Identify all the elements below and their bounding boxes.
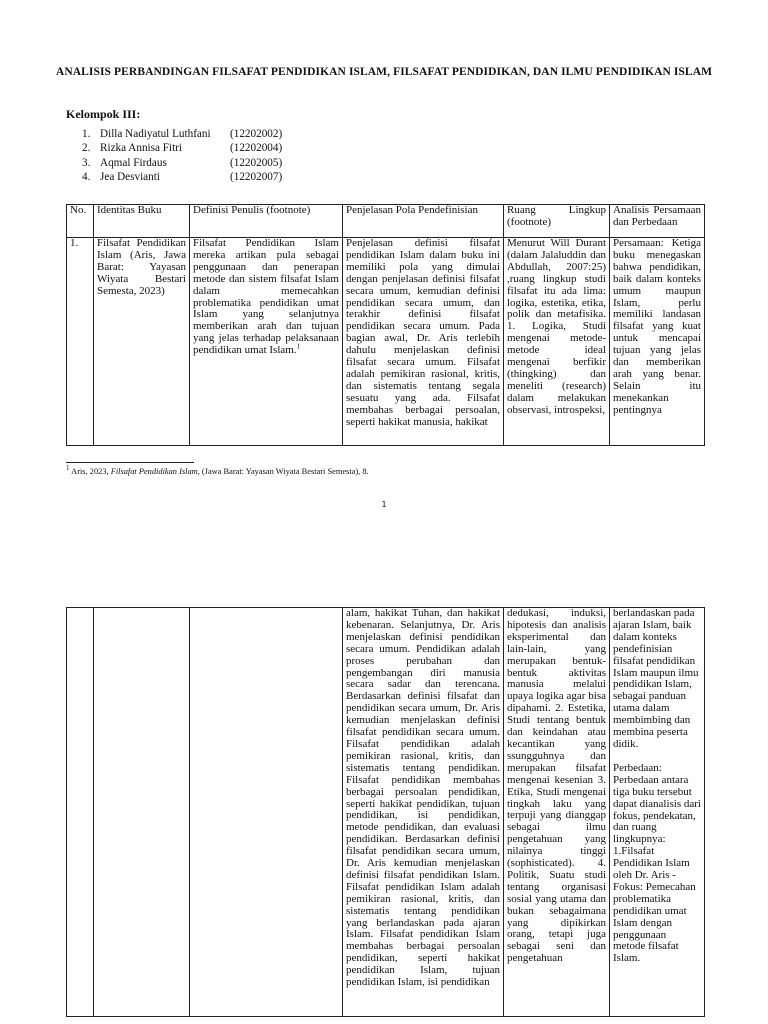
footnote-publisher: (Jawa Barat: Yayasan Wiyata Bestari Semesta), 8. [201,467,369,476]
identitas-text: Filsafat Pendidikan Islam (Aris, Jawa Barat: Yayasan Wiyata Bestari Semesta, 2023) [97,238,186,297]
definisi-text: Filsafat Pendidikan Islam mereka artikan pula sebagai penggunaan dan penerapan metode dan sistem filsafat Islam dalam memecahkan problematika pendidikan umat Islam yang selanjutnya memberikan arah dan tujuan yang jelas terhadap pelaksanaan pendidikan umat Islam. [193,238,339,357]
cell-analisis-continued [610,608,705,1017]
member-number: 2. [82,142,91,155]
footnote-separator [66,462,194,463]
member-number: 4. [82,170,91,183]
cell-definisi-penulis [190,238,343,446]
table-header-row [67,205,705,238]
cell-no-continued [67,608,94,1017]
cell-definisi-continued [190,608,343,1017]
member-name: Rizka Annisa Fitri [100,142,183,155]
analisis-perbedaan: Perbedaan: Perbedaan antara tiga buku tersebut dapat dianalisis dari fokus, pendekatan, dan ruang lingkupnya: 1.Filsafat Pendidikan Islam oleh Dr. Aris -Fokus: Pemecahan problematika pendidikan umat Islam dengan penggunaan metode filsafat Islam. [613,761,701,965]
cell-penjelasan-continued [343,608,504,1017]
header-lingkup-word: Lingkup [568,204,606,216]
footnote-marker: 1 [66,464,70,473]
member-id: (12202002) [230,128,283,140]
header-identitas-buku: Identitas Buku [94,205,190,238]
footnote-book-title: Filsafat Pendidikan Islam, [110,467,200,476]
header-definisi-penulis: Definisi Penulis (footnote) [190,205,343,238]
cell-penjelasan-pola [343,238,504,446]
group-heading: Kelompok III: [66,107,141,121]
analysis-table [66,204,705,446]
member-name: Aqmal Firdaus [100,156,167,169]
member-id: (12202004) [230,142,283,155]
member-name: Jea Desvianti [100,170,160,183]
footnote-reference: 1 [296,342,301,351]
footnote [66,466,369,477]
member-id: (12202007) [230,170,283,183]
analisis-text: Persamaan: Ketiga buku menegaskan bahwa pendidikan, baik dalam konteks umum maupun Islam, perlu memiliki landasan filsafat yang kuat untuk mencapai tujuan yang jelas dan memberikan arah yang benar. Selain itu menekankan pentingnya [613,238,701,416]
header-analisis: Analisis Persamaan dan Perbedaan [610,205,705,238]
member-id: (12202005) [230,156,283,169]
cell-ruang-lingkup-continued [504,608,610,1017]
cell-no: 1. [67,238,94,446]
table-row [67,238,705,446]
member-item [82,156,282,170]
member-item [82,127,282,141]
member-list [82,127,282,184]
ruang-lingkup-text: Menurut Will Durant (dalam Jalaluddin dan Abdullah, 2007:25) ,ruang lingkup studi filsafat itu ada lima: logika, estetika, etika, polik dan metafisika. 1. Logika, Studi mengenai metode-metode ideal mengenai berfikir (thingking) dan meneliti (research) dalam melakukan observasi, introspeksi, [507,238,606,416]
cell-ruang-lingkup [504,238,610,446]
penjelasan-continued-text: alam, hakikat Tuhan, dan hakikat kebenaran. Selanjutnya, Dr. Aris menjelaskan definisi pendidikan secara umum. Pendidikan adalah proses perubahan dan pengembangan diri manusia secara sadar dan terencana. Berdasarkan definisi filsafat dan pendidikan secara umum, Dr. Aris kemudian menjelaskan definisi filsafat pendidikan secara umum. Filsafat pendidikan adalah pemikiran rasional, kritis, dan sistematis tentang pendidikan. Filsafat pendidikan membahas berbagai persoalan pendidikan, seperti hakikat pendidikan, tujuan pendidikan, isi pendidikan, metode pendidikan, dan evaluasi pendidikan. Berdasarkan definisi filsafat pendidikan secara umum, Dr. Aris kemudian menjelaskan definisi filsafat pendidikan Islam. Filsafat pendidikan Islam adalah pemikiran rasional, kritis, dan sistematis tentang pendidikan yang berlandaskan pada ajaran Islam. Filsafat pendidikan Islam membahas berbagai persoalan pendidikan, seperti hakikat pendidikan Islam, tujuan pendidikan Islam, isi pendidikan [346,608,500,989]
analysis-table-continued [66,607,705,1017]
document-title: ANALISIS PERBANDINGAN FILSAFAT PENDIDIKAN ISLAM, FILSAFAT PENDIDIKAN, DAN ILMU PENDIDIKAN ISLAM [55,66,713,78]
page-number: 1 [381,500,387,509]
cell-identitas-continued [94,608,190,1017]
cell-analisis [610,238,705,446]
member-item [82,141,282,155]
header-ruang-word: Ruang [507,204,536,216]
header-ruang-footnote: (footnote) [507,215,551,228]
member-number: 1. [82,128,91,140]
ruang-lingkup-continued-text: dedukasi, induksi, hipotesis dan analisis eksperimental dan lain-lain, yang merupakan bentuk-bentuk aktivitas manusia melalui upaya logika agar bisa dipahami. 2. Estetika, Studi tentang bentuk dan keindahan atau kecantikan yang ssungguhnya dan merupakan filsafat mengenai kesenian 3. Etika, Studi mengenai tingkah laku yang terpuji yang dianggap sebagai ilmu pengetahuan yang nilainya tinggi (sophisticated). 4. Politik, Suatu studi tentang organisasi sosial yang utama dan bukan sebagaimana yang dipikirkan orang, tetapi juga sebagai seni dan pengetahuan [507,608,606,965]
document-page-2 [0,540,768,1024]
footnote-author-year: Aris, 2023, [71,467,109,476]
analisis-persamaan-continued: berlandaskan pada ajaran Islam, baik dalam konteks pendefinisian filsafat pendidikan Islam maupun ilmu pendidikan Islam, sebagai panduan utama dalam membimbing dan membina peserta didik. [613,608,699,750]
penjelasan-text: Penjelasan definisi filsafat pendidikan Islam dalam buku ini memiliki pola yang dimulai dengan penjelasan definisi filsafat secara umum, kemudian definisi pendidikan secara umum, dan terakhir definisi filsafat pendidikan secara umum. Pada bagian awal, Dr. Aris terlebih dahulu menjelaskan definisi filsafat secara umum. Filsafat adalah pemikiran rasional, kritis, dan sistematis tentang segala sesuatu yang ada. Filsafat membahas berbagai persoalan, seperti hakikat manusia, hakikat [346,238,500,428]
header-no: No. [67,205,94,238]
cell-identitas-buku [94,238,190,446]
header-penjelasan-pola: Penjelasan Pola Pendefinisian [343,205,504,238]
member-number: 3. [82,156,91,169]
table-row [67,608,705,1017]
header-ruang-lingkup [504,205,610,238]
member-item [82,170,282,184]
member-name: Dilla Nadiyatul Luthfani [100,128,211,140]
